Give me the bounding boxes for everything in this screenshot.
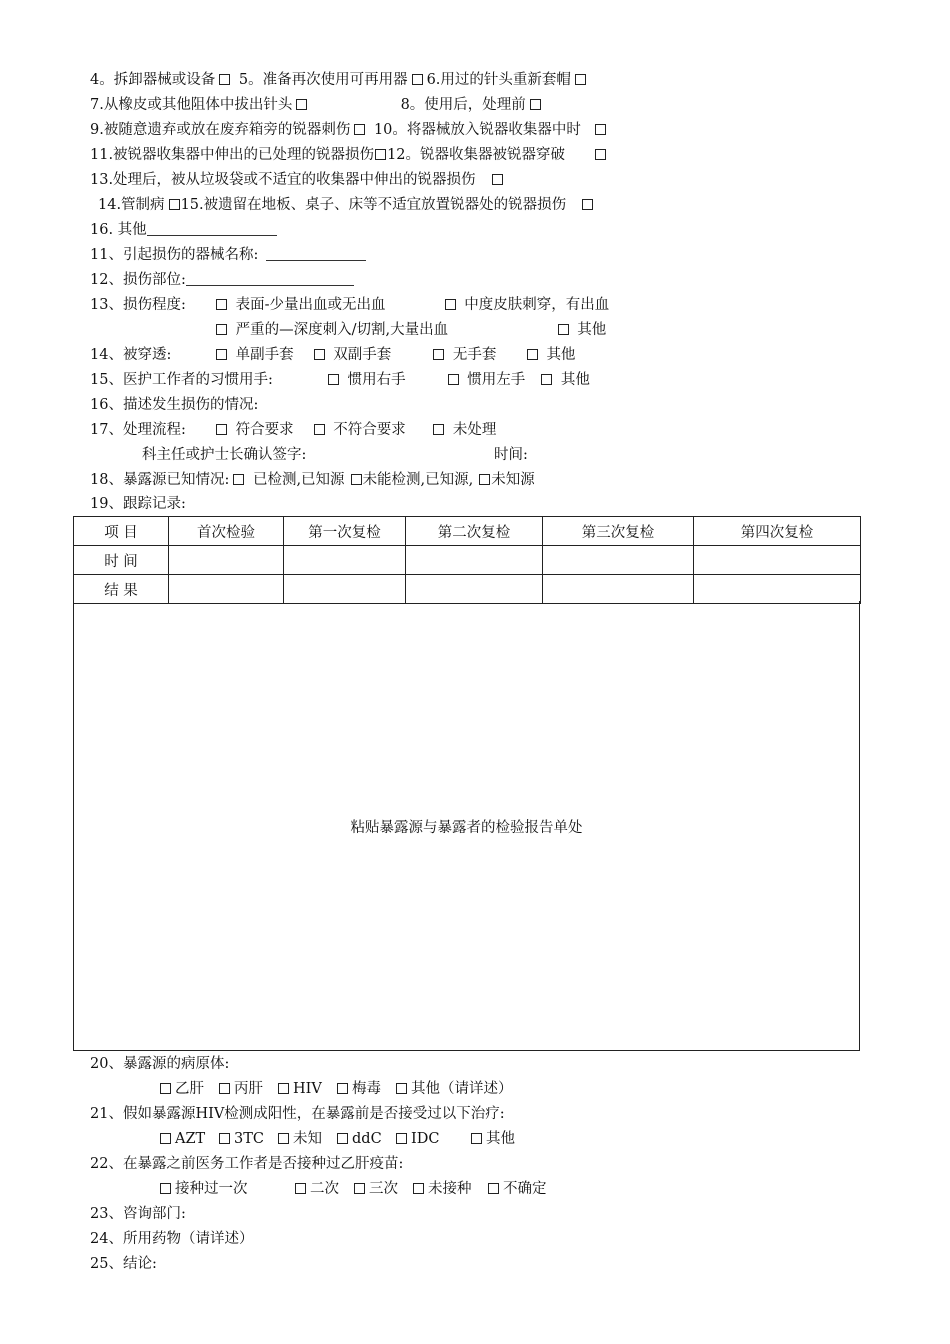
item-9-label: 9.被随意遗弃或放在废弃箱旁的锐器刺伤 xyxy=(90,122,351,138)
item-8-label: 8。使用后，处理前 xyxy=(400,97,526,113)
q15-label: 15、医护工作者的习惯用手: xyxy=(90,372,273,388)
q17-option-3: 未处理 xyxy=(452,422,497,438)
table-cell[interactable] xyxy=(694,546,861,575)
device-name-blank[interactable] xyxy=(266,246,366,261)
checkbox[interactable] xyxy=(558,324,569,335)
q22-label: 22、在暴露之前医务工作者是否接种过乙肝疫苗: xyxy=(90,1156,404,1172)
q15-option-2: 惯用左手 xyxy=(467,372,526,388)
q18-option-1: 已检测,已知源 xyxy=(252,472,345,488)
q22-option-3: 三次 xyxy=(369,1181,398,1197)
table-cell[interactable] xyxy=(406,546,543,575)
checkbox[interactable] xyxy=(219,1133,230,1144)
checkbox[interactable] xyxy=(375,149,386,160)
q14-option-1: 单副手套 xyxy=(235,347,294,363)
q13-label: 13、损伤程度: xyxy=(90,297,186,313)
q14-option-2: 双副手套 xyxy=(333,347,392,363)
q21-option-4: ddC xyxy=(352,1131,382,1147)
checkbox[interactable] xyxy=(433,349,444,360)
q18-label: 18、暴露源已知情况: xyxy=(90,472,230,488)
checkbox[interactable] xyxy=(351,474,362,485)
checkbox[interactable] xyxy=(492,174,503,185)
q20-option-3: HIV xyxy=(293,1081,322,1097)
checkbox[interactable] xyxy=(471,1133,482,1144)
q20-options xyxy=(156,1078,513,1100)
table-header: 第三次复检 xyxy=(543,517,694,546)
checkbox[interactable] xyxy=(412,74,423,85)
q20-row xyxy=(90,1053,229,1075)
checkbox[interactable] xyxy=(314,349,325,360)
q15-row xyxy=(90,369,590,391)
q23-row xyxy=(90,1203,186,1225)
q20-label: 20、暴露源的病原体: xyxy=(90,1056,230,1072)
report-paste-area xyxy=(73,601,860,1051)
table-header: 项 目 xyxy=(74,517,169,546)
q13-row xyxy=(90,294,609,316)
q13-option-3: 严重的—深度刺入/切割,大量出血 xyxy=(235,322,449,338)
q19-row xyxy=(90,493,186,515)
checkbox[interactable] xyxy=(216,424,227,435)
q22-options xyxy=(156,1178,547,1200)
checkbox[interactable] xyxy=(216,299,227,310)
item-9-10-row xyxy=(90,119,610,141)
q17-sign-row xyxy=(142,444,528,466)
checkbox[interactable] xyxy=(479,474,490,485)
checkbox[interactable] xyxy=(413,1183,424,1194)
q24-label: 24、所用药物（请详述） xyxy=(90,1231,254,1247)
q15-option-1: 惯用右手 xyxy=(347,372,406,388)
q18-option-2: 未能检测,已知源, xyxy=(362,472,474,488)
row-label-time: 时 间 xyxy=(74,546,169,575)
table-header-row xyxy=(74,517,861,546)
q22-option-1: 接种过一次 xyxy=(175,1181,248,1197)
table-cell[interactable] xyxy=(406,575,543,604)
table-header: 第四次复检 xyxy=(694,517,861,546)
row-label-result: 结 果 xyxy=(74,575,169,604)
tracking-table xyxy=(73,516,861,604)
checkbox[interactable] xyxy=(216,349,227,360)
item-16-label: 16. 其他 xyxy=(90,222,147,238)
q22-option-4: 未接种 xyxy=(428,1181,472,1197)
q20-option-1: 乙肝 xyxy=(175,1081,204,1097)
q16-label: 16、描述发生损伤的情况: xyxy=(90,397,259,413)
checkbox[interactable] xyxy=(396,1083,407,1094)
q21-label: 21、假如暴露源HIV检测成阳性，在暴露前是否接受过以下治疗: xyxy=(90,1106,505,1122)
item-13-label: 13.处理后，被从垃圾袋或不适宜的收集器中伸出的锐器损伤 xyxy=(90,172,476,188)
checkbox[interactable] xyxy=(530,99,541,110)
q11-row xyxy=(90,244,366,266)
q21-option-1: AZT xyxy=(175,1131,206,1147)
item-6-label: 6.用过的针头重新套帽 xyxy=(426,72,571,88)
checkbox[interactable] xyxy=(278,1133,289,1144)
item-15-label: 15.被遗留在地板、桌子、床等不适宜放置锐器处的锐器损伤 xyxy=(180,197,567,213)
checkbox[interactable] xyxy=(328,374,339,385)
q20-option-5: 其他（请详述） xyxy=(411,1081,513,1097)
q14-label: 14、被穿透: xyxy=(90,347,172,363)
checkbox[interactable] xyxy=(527,349,538,360)
item-10-label: 10。将器械放入锐器收集器中时 xyxy=(373,122,581,138)
checkbox[interactable] xyxy=(337,1133,348,1144)
table-cell[interactable] xyxy=(169,546,284,575)
checkbox[interactable] xyxy=(295,1183,306,1194)
checkbox[interactable] xyxy=(354,1183,365,1194)
q21-option-6: 其他 xyxy=(486,1131,515,1147)
item-14-label: 14.管制病 xyxy=(98,197,165,213)
q17-label: 17、处理流程: xyxy=(90,422,186,438)
checkbox[interactable] xyxy=(582,199,593,210)
item-7-label: 7.从橡皮或其他阻体中拔出针头 xyxy=(90,97,293,113)
table-header: 第一次复检 xyxy=(284,517,406,546)
item-4-6-row xyxy=(90,69,590,91)
item-5-label: 5。准备再次使用可再用器 xyxy=(238,72,408,88)
q18-option-3: 未知源 xyxy=(491,472,535,488)
checkbox[interactable] xyxy=(296,99,307,110)
q25-row xyxy=(90,1253,157,1275)
checkbox[interactable] xyxy=(216,324,227,335)
q21-option-2: 3TC xyxy=(234,1131,264,1147)
q13-option-4: 其他 xyxy=(577,322,607,338)
q14-option-3: 无手套 xyxy=(452,347,497,363)
checkbox[interactable] xyxy=(575,74,586,85)
q21-option-5: IDC xyxy=(411,1131,440,1147)
checkbox[interactable] xyxy=(396,1133,407,1144)
table-cell[interactable] xyxy=(543,546,694,575)
q21-options xyxy=(156,1128,515,1150)
checkbox[interactable] xyxy=(233,474,244,485)
item-14-15-row xyxy=(98,194,597,216)
q18-row xyxy=(90,469,535,491)
q17-option-1: 符合要求 xyxy=(235,422,294,438)
item-7-8-row xyxy=(90,94,545,116)
checkbox[interactable] xyxy=(278,1083,289,1094)
supervisor-sign-label: 科主任或护士长确认签字: xyxy=(142,447,307,463)
q19-label: 19、跟踪记录: xyxy=(90,496,186,512)
q13-option-1: 表面-少量出血或无出血 xyxy=(235,297,386,313)
table-cell[interactable] xyxy=(284,575,406,604)
q15-option-3: 其他 xyxy=(560,372,590,388)
checkbox[interactable] xyxy=(448,374,459,385)
q17-option-2: 不符合要求 xyxy=(333,422,406,438)
checkbox[interactable] xyxy=(445,299,456,310)
table-cell[interactable] xyxy=(169,575,284,604)
checkbox[interactable] xyxy=(160,1083,171,1094)
q12-row xyxy=(90,269,354,291)
q12-label: 12、损伤部位: xyxy=(90,272,186,288)
q13-row-2 xyxy=(212,319,606,341)
checkbox[interactable] xyxy=(595,149,606,160)
table-cell[interactable] xyxy=(284,546,406,575)
checkbox[interactable] xyxy=(488,1183,499,1194)
q11-label: 11、引起损伤的器械名称: xyxy=(90,247,259,263)
checkbox[interactable] xyxy=(354,124,365,135)
q25-label: 25、结论: xyxy=(90,1256,157,1272)
checkbox[interactable] xyxy=(219,74,230,85)
time-label: 时间: xyxy=(494,447,528,463)
q13-option-2: 中度皮肤刺穿，有出血 xyxy=(464,297,610,313)
table-row xyxy=(74,575,861,604)
q21-option-3: 未知 xyxy=(293,1131,322,1147)
item-12-label: 12。锐器收集器被锐器穿破 xyxy=(387,147,566,163)
table-header: 首次检验 xyxy=(169,517,284,546)
table-cell[interactable] xyxy=(543,575,694,604)
item-16-row xyxy=(90,219,277,241)
q24-row xyxy=(90,1228,253,1250)
checkbox[interactable] xyxy=(595,124,606,135)
q17-row xyxy=(90,419,496,441)
item-13-row xyxy=(90,169,507,191)
q14-option-4: 其他 xyxy=(546,347,576,363)
checkbox[interactable] xyxy=(219,1083,230,1094)
q21-row xyxy=(90,1103,505,1125)
q22-option-5: 不确定 xyxy=(503,1181,547,1197)
checkbox[interactable] xyxy=(433,424,444,435)
q23-label: 23、咨询部门: xyxy=(90,1206,186,1222)
item-11-label: 11.被锐器收集器中伸出的已处理的锐器损伤 xyxy=(90,147,375,163)
q14-row xyxy=(90,344,575,366)
checkbox[interactable] xyxy=(169,199,180,210)
paste-area-label: 粘贴暴露源与暴露者的检验报告单处 xyxy=(350,820,583,836)
q20-option-2: 丙肝 xyxy=(234,1081,263,1097)
injury-site-blank[interactable] xyxy=(186,271,354,286)
item-4-label: 4。拆卸器械或设备 xyxy=(90,72,216,88)
other-blank[interactable] xyxy=(147,221,277,236)
q22-row xyxy=(90,1153,403,1175)
q16-row xyxy=(90,394,258,416)
q20-option-4: 梅毒 xyxy=(352,1081,381,1097)
q22-option-2: 二次 xyxy=(310,1181,339,1197)
table-cell[interactable] xyxy=(694,575,861,604)
checkbox[interactable] xyxy=(314,424,325,435)
table-header: 第二次复检 xyxy=(406,517,543,546)
checkbox[interactable] xyxy=(337,1083,348,1094)
checkbox[interactable] xyxy=(541,374,552,385)
item-11-12-row xyxy=(90,144,610,166)
table-row xyxy=(74,546,861,575)
checkbox[interactable] xyxy=(160,1133,171,1144)
checkbox[interactable] xyxy=(160,1183,171,1194)
